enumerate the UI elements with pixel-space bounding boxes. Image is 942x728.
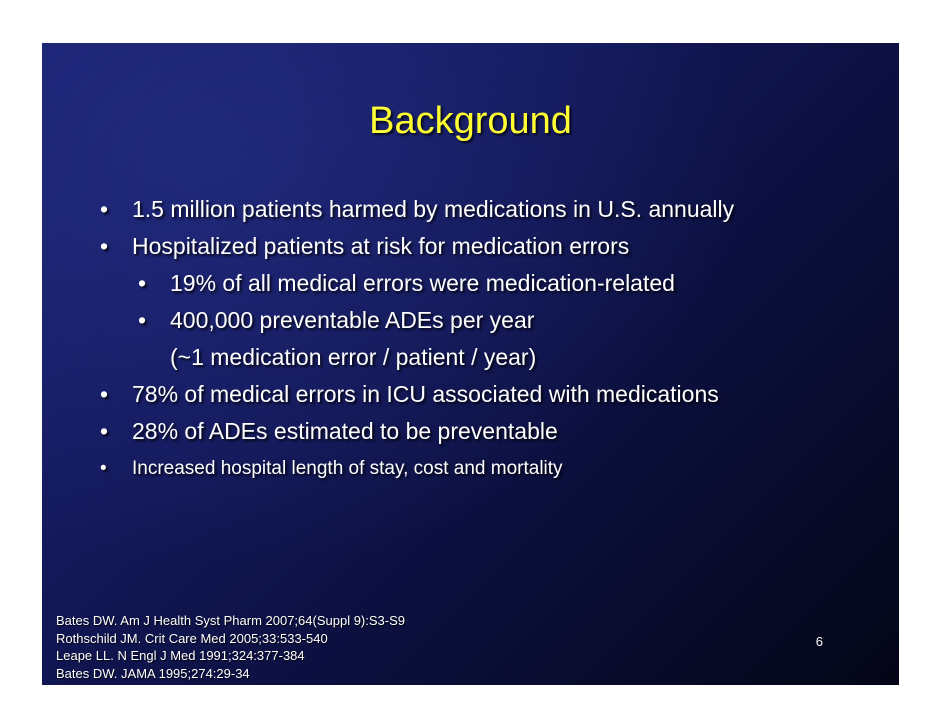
reference-line: Bates DW. Am J Health Syst Pharm 2007;64(Suppl 9):S3-S9 xyxy=(56,613,405,628)
sub-bullet-item: • 19% of all medical errors were medication-related xyxy=(138,265,890,302)
slide xyxy=(42,43,899,685)
sub-bullet-continuation: (~1 medication error / patient / year) xyxy=(170,344,537,370)
reference-line: Rothschild JM. Crit Care Med 2005;33:533-540 xyxy=(56,630,328,646)
references xyxy=(56,612,405,682)
bullet-item: • 78% of medical errors in ICU associated with medications xyxy=(100,376,890,413)
sub-bullet-item: • 400,000 preventable ADEs per year xyxy=(138,302,890,339)
bullet-item: • 1.5 million patients harmed by medications in U.S. annually xyxy=(100,191,890,228)
bullet-list xyxy=(100,191,890,487)
page-number: 6 xyxy=(815,634,823,649)
bullet-item: • Hospitalized patients at risk for medication errors xyxy=(100,228,890,265)
bullet-item: • 28% of ADEs estimated to be preventable xyxy=(100,413,890,450)
slide-title: Background xyxy=(369,100,572,142)
reference-line: Bates DW. JAMA 1995;274:29-34 xyxy=(56,665,250,681)
bullet-item: • Increased hospital length of stay, cost and mortality xyxy=(100,450,890,487)
reference-line: Leape LL. N Engl J Med 1991;324:377-384 xyxy=(56,648,305,663)
